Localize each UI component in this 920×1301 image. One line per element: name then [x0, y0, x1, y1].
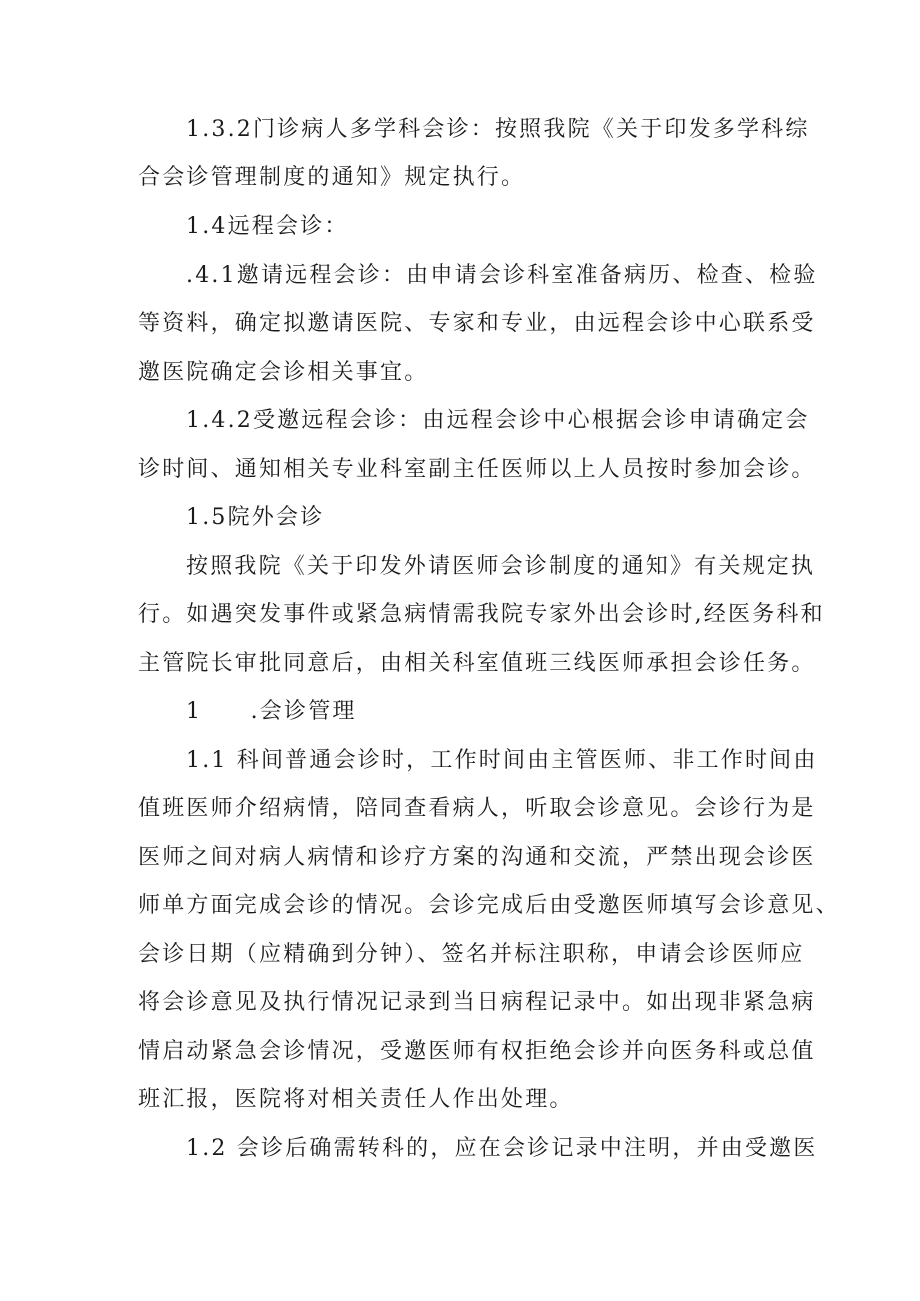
text-line-1: 1.3.2门诊病人多学科会诊：按照我院《关于印发多学科综: [186, 117, 810, 142]
text-line-20: 情启动紧急会诊情况，受邀医师有权拒绝会诊并向医务科或总值: [138, 1039, 816, 1064]
text-line-4: .4.1邀请远程会诊：由申请会诊科室准备病历、检查、检验: [186, 263, 818, 288]
text-line-22: 1.2 会诊后确需转科的，应在会诊记录中注明，并由受邀医: [186, 1136, 818, 1161]
section-heading: 1 .会诊管理: [186, 699, 357, 724]
text-line-11: 行。如遇突发事件或紧急病情需我院专家外出会诊时,经医务科和: [138, 602, 825, 627]
text-line-2: 合会诊管理制度的通知》规定执行。: [138, 165, 526, 190]
text-line-5: 等资料，确定拟邀请医院、专家和专业，由远程会诊中心联系受: [138, 311, 816, 336]
text-line-10: 按照我院《关于印发外请医师会诊制度的通知》有关规定执: [186, 554, 816, 579]
text-line-18: 会诊日期（应精确到分钟）、签名并标注职称，申请会诊医师应: [138, 942, 805, 967]
text-line-15: 值班医师介绍病情，陪同查看病人，听取会诊意见。会诊行为是: [138, 796, 816, 821]
text-line-7: 1.4.2受邀远程会诊：由远程会诊中心根据会诊申请确定会: [186, 408, 810, 433]
text-line-12: 主管院长审批同意后，由相关科室值班三线医师承担会诊任务。: [138, 651, 816, 676]
text-line-14: 1.1 科间普通会诊时，工作时间由主管医师、非工作时间由: [186, 748, 818, 773]
text-line-8: 诊时间、通知相关专业科室副主任医师以上人员按时参加会诊。: [138, 457, 816, 482]
text-line-9: 1.5院外会诊: [186, 505, 325, 530]
text-line-16: 医师之间对病人病情和诊疗方案的沟通和交流，严禁出现会诊医: [138, 845, 816, 870]
text-line-21: 班汇报，医院将对相关责任人作出处理。: [138, 1087, 574, 1112]
text-line-17: 师单方面完成会诊的情况。会诊完成后由受邀医师填写会诊意见、: [138, 893, 840, 918]
text-line-3: 1.4远程会诊：: [186, 214, 349, 239]
text-line-19: 将会诊意见及执行情况记录到当日病程记录中。如出现非紧急病: [138, 990, 816, 1015]
text-line-6: 邀医院确定会诊相关事宜。: [138, 360, 429, 385]
